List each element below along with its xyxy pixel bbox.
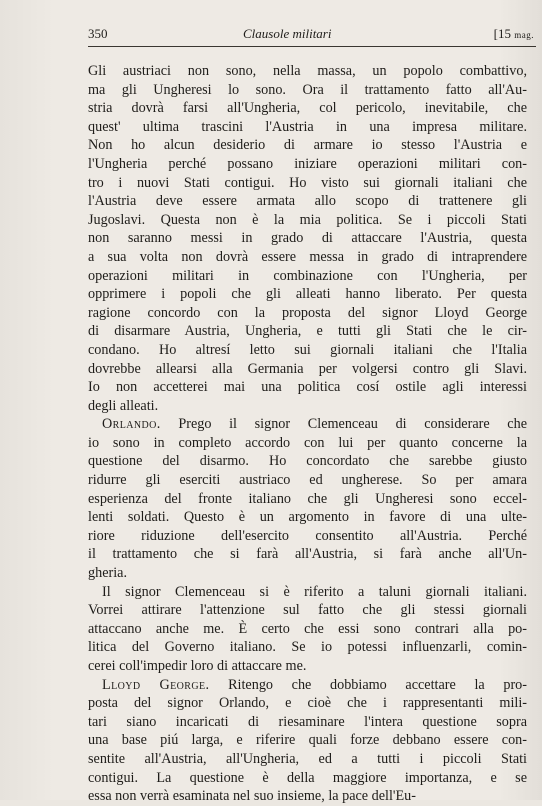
text-line [88, 452, 527, 471]
running-header [88, 26, 536, 47]
line-text: cerei coll'impedir loro di attaccare me. [88, 658, 307, 674]
line-text: litica del Governo italiano. Se io potessi influenzarli, comin- [88, 639, 527, 656]
line-text: ma gli Ungheresi lo sono. Ora il trattamento fatto all'Au- [88, 81, 527, 98]
line-text: dovrebbe allearsi alla Germania per volgersi contro gli Slavi. [88, 360, 527, 377]
text-line [88, 322, 527, 341]
text-line [88, 731, 527, 750]
text-line [88, 657, 527, 676]
text-line [88, 620, 527, 639]
page-number: 350 [88, 26, 108, 41]
date-bracket: [15 [493, 26, 511, 41]
text-line [88, 638, 527, 657]
text-line [88, 787, 527, 806]
text-line [88, 713, 527, 732]
line-text: lenti soldati. Questo è un argomento in favore di una ulte- [88, 509, 527, 526]
line-text: riore riduzione dell'esercito consentito all'Austria. Perché [88, 527, 527, 544]
line-text: Jugoslavi. Questa non è la mia politica. Se i piccoli Stati [88, 211, 527, 228]
line-text: ragione concordo con la proposta del signor Lloyd George [88, 304, 527, 321]
text-line [88, 155, 527, 174]
line-text: questione del disarmo. Ho concordato che sarebbe giusto [88, 453, 527, 470]
line-text: Io non accetterei mai una politica cosí ostile agli interessi [88, 379, 527, 396]
text-line [88, 174, 527, 193]
speaker-name: Orlando. [102, 416, 161, 433]
line-text: stria dovrà farsi all'Ungheria, col pericolo, inevitabile, che [88, 100, 527, 117]
text-line [88, 81, 527, 100]
line-text: Gli austriaci non sono, nella massa, un popolo combattivo, [88, 63, 527, 79]
line-text: essa non verrà esaminata nel suo insieme, la pace dell'Eu- [88, 788, 416, 805]
text-line [88, 118, 527, 137]
text-line [88, 434, 527, 453]
text-line [88, 267, 527, 286]
line-text: quest' ultima trascini l'Austria in una impresa militare. [88, 118, 527, 135]
line-text: non saranno messi in grado di attaccare l'Austria, questa [88, 230, 527, 247]
text-line [88, 676, 527, 695]
text-line [88, 397, 527, 416]
paragraph [88, 583, 527, 676]
line-text: operazioni militari in combinazione con l'Ungheria, per [88, 267, 527, 284]
text-line [88, 192, 527, 211]
text-line [88, 211, 527, 230]
line-text: l'Austria deve essere armata allo scopo di trattenere gli [88, 193, 527, 210]
text-line [88, 415, 527, 434]
text-line [88, 694, 527, 713]
line-text: io sono in completo accordo con lui per quanto concerne la [88, 434, 527, 451]
text-line [88, 471, 527, 490]
text-line [88, 490, 527, 509]
text-line [88, 601, 527, 620]
line-text: gheria. [88, 565, 127, 582]
line-text: l'Ungheria perché possano iniziare operazioni militari con- [88, 155, 527, 172]
text-line [88, 527, 527, 546]
paragraph [88, 415, 527, 582]
line-text: posta del signor Orlando, e cioè che i rappresentanti mili- [88, 695, 527, 712]
text-line [88, 341, 527, 360]
line-text: di disarmare Austria, Ungheria, e tutti gli Stati che le cir- [88, 323, 527, 340]
line-text: esperienza del fronte italiano che gli Ungheresi sono eccel- [88, 490, 527, 507]
text-line [88, 360, 527, 379]
line-text: opprimere i popoli che gli alleati hanno liberato. Per questa [88, 286, 527, 303]
text-line [88, 248, 527, 267]
text-line [88, 545, 527, 564]
text-line [88, 583, 527, 602]
paragraph [88, 676, 527, 806]
text-line [88, 285, 527, 304]
line-text: tro i nuovi Stati contigui. Ho visto sui giornali italiani che [88, 174, 527, 191]
text-line [88, 564, 527, 583]
line-text: Vorrei attirare l'attenzione sul fatto che gli stessi giornali [88, 602, 527, 619]
line-text: sentite all'Austria, all'Ungheria, ed a tutti i piccoli Stati [88, 750, 527, 767]
line-text: attaccano anche me. È certo che essi sono contrari alla po- [88, 620, 527, 637]
paragraph [88, 62, 527, 415]
text-line [88, 769, 527, 788]
line-text: condano. Ho altresí letto sui giornali italiani che l'Italia [88, 341, 527, 358]
running-title: Clausole militari [243, 26, 332, 41]
text-line [88, 229, 527, 248]
body-text [88, 62, 527, 806]
text-line [88, 508, 527, 527]
text-line [88, 62, 527, 81]
line-text: tari siano incaricati di riesaminare l'intera questione sopra [88, 713, 527, 730]
text-line [88, 378, 527, 397]
text-line [88, 136, 527, 155]
text-line [88, 99, 527, 118]
speaker-name: Lloyd George. [102, 676, 210, 693]
text-line [88, 304, 527, 323]
line-text: a sua volta non dovrà essere messa in grado di intraprendere [88, 248, 527, 265]
date-marker [494, 26, 534, 42]
line-text: Il signor Clemenceau si è riferito a taluni giornali italiani. [102, 583, 527, 600]
line-text: degli alleati. [88, 397, 159, 414]
line-text: il trattamento che si farà all'Austria, si farà anche all'Un- [88, 546, 527, 563]
line-text: contigui. La questione è della maggiore importanza, e se [88, 769, 527, 786]
line-text: Ritengo che dobbiamo accettare la pro- [209, 676, 527, 693]
date-month: mag. [514, 30, 534, 40]
line-text: una base piú larga, e riferire quali forze debbano essere con- [88, 732, 527, 749]
text-line [88, 750, 527, 769]
line-text: Prego il signor Clemenceau di considerare che [160, 416, 527, 433]
line-text: Non ho alcun desiderio di armare io stesso l'Austria e [88, 137, 527, 154]
line-text: ridurre gli eserciti austriaco ed ungherese. So per amara [88, 472, 527, 489]
